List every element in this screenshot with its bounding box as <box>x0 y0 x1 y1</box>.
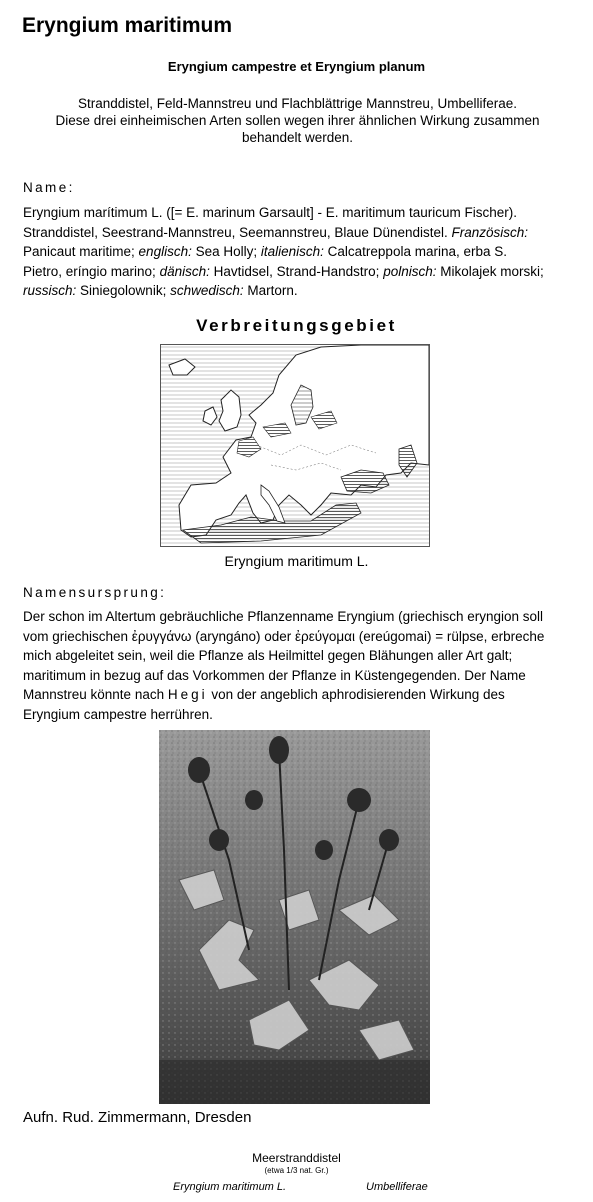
name-text: Havtidsel, Strand-Handstro; <box>209 263 384 279</box>
language-label: englisch: <box>138 244 192 259</box>
origin-heading: Namensursprung: <box>23 585 167 600</box>
language-label: Französisch: <box>451 224 529 240</box>
species-name: Eryngium maritimum L. <box>173 1181 287 1193</box>
language-label: italienisch: <box>260 244 324 259</box>
name-text: Panicaut maritime; <box>23 244 139 259</box>
intro-text <box>30 95 565 146</box>
name-text: Sea Holly; <box>191 244 261 259</box>
name-line: Eryngium marítimum L. ([= E. marinum Garsault] - E. maritimum tauricum Fischer). <box>23 205 517 220</box>
name-line <box>23 281 578 301</box>
size-note: (etwa 1/3 nat. Gr.) <box>264 1166 329 1175</box>
distribution-map <box>160 344 430 547</box>
name-line <box>23 242 578 262</box>
plant-common-name: Meerstranddistel <box>252 1151 341 1165</box>
family-name: Umbelliferae <box>366 1181 428 1193</box>
name-text: Stranddistel, Seestrand-Mannstreu, Seemannstreu, Blaue Dünendistel. <box>23 224 452 240</box>
map-caption: Eryngium maritimum L. <box>224 553 369 569</box>
distribution-heading: Verbreitungsgebiet <box>196 316 397 335</box>
europe-map-icon <box>161 345 429 546</box>
name-line <box>23 262 578 282</box>
name-heading: Name: <box>23 180 75 195</box>
origin-text: Mannstreu könnte nach <box>23 687 168 702</box>
name-paragraph <box>23 203 578 301</box>
page-subtitle: Eryngium campestre et Eryngium planum <box>167 59 426 74</box>
origin-text: von der angeblich aphrodisierenden Wirkung des <box>207 687 505 702</box>
origin-line: Der schon im Altertum gebräuchliche Pflanzenname Eryngium (griechisch eryngion soll <box>23 609 543 624</box>
page-title: Eryngium maritimum <box>22 14 233 37</box>
author-name: Hegi <box>167 687 208 702</box>
origin-line: maritimum in bezug auf das Vorkommen der Pflanze in Küstengegenden. Der Name <box>23 667 526 683</box>
thistle-photo-icon <box>159 730 430 1104</box>
language-label: polnisch: <box>383 263 437 279</box>
name-text: Calcatreppola marina, erba S. <box>323 244 507 259</box>
language-label: dänisch: <box>159 263 210 279</box>
name-text: Mikolajek morski; <box>436 263 544 279</box>
intro-line: behandelt werden. <box>241 130 354 145</box>
origin-line <box>23 685 578 705</box>
photo-credit: Aufn. Rud. Zimmermann, Dresden <box>23 1109 252 1126</box>
name-text: Siniegolownik; <box>76 283 171 298</box>
origin-line: vom griechischen ἐρυγγάνω (aryngáno) oder ἐρεύγομαι (ereúgomai) = rülpse, erbreche <box>23 628 545 644</box>
language-label: russisch: <box>23 283 77 298</box>
name-text: Pietro, eríngio marino; <box>23 263 160 279</box>
origin-paragraph <box>23 607 578 724</box>
intro-line: Diese drei einheimischen Arten sollen wegen ihrer ähnlichen Wirkung zusammen <box>55 113 540 128</box>
plant-photo <box>159 730 430 1104</box>
name-text: Martorn. <box>243 283 298 298</box>
language-label: schwedisch: <box>170 283 244 298</box>
intro-line: Stranddistel, Feld-Mannstreu und Flachblättrige Mannstreu, Umbelliferae. <box>78 96 517 111</box>
origin-line: Eryngium campestre herrühren. <box>23 706 213 722</box>
origin-line: mich abgeleitet sein, weil die Pflanze als Heilmittel gegen Blähungen aller Art galt; <box>23 648 513 663</box>
name-line <box>23 223 578 243</box>
